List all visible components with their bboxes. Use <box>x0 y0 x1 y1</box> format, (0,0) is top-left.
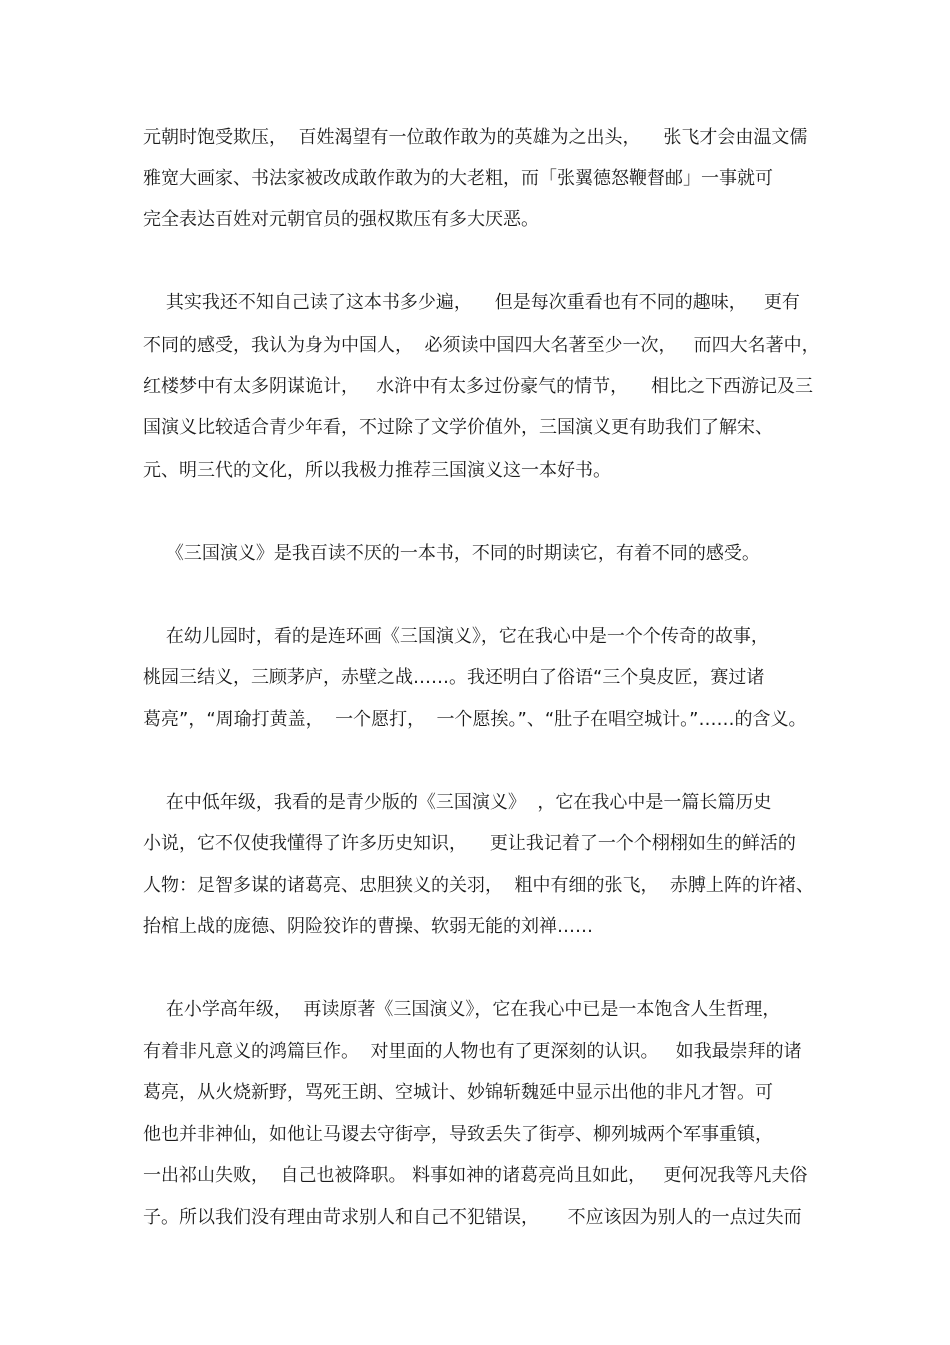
text-line: 其实我还不知自己读了这本书多少遍， 但是每次重看也有不同的趣味， 更有 <box>143 292 800 313</box>
text-line: 人物：足智多谋的诸葛亮、忠胆狭义的关羽， 粗中有细的张飞， 赤膊上阵的许褚、 <box>143 875 814 896</box>
text-line: 一出祁山失败， 自己也被降职。 料事如神的诸葛亮尚且如此， 更何况我等凡夫俗 <box>143 1165 808 1186</box>
text-line: 在幼儿园时，看的是连环画《三国演义》，它在我心中是一个个传奇的故事， <box>143 626 769 647</box>
text-line: 红楼梦中有太多阴谋诡计， 水浒中有太多过份豪气的情节， 相比之下西游记及三 <box>143 376 814 397</box>
text-line: 元、明三代的文化，所以我极力推荐三国演义这一本好书。 <box>143 460 611 481</box>
text-line: 在小学高年级， 再读原著《三国演义》，它在我心中已是一本饱含人生哲理， <box>143 999 781 1020</box>
text-line: 桃园三结义，三顾茅庐，赤壁之战……。我还明白了俗语“三个臭皮匠，赛过诸 <box>143 667 765 688</box>
text-line: 小说，它不仅使我懂得了许多历史知识， 更让我记着了一个个栩栩如生的鲜活的 <box>143 833 796 854</box>
text-line: 在中低年级，我看的是青少版的《三国演义》 ，它在我心中是一篇长篇历史 <box>143 792 772 813</box>
text-line: 不同的感受，我认为身为中国人， 必须读中国四大名著至少一次， 而四大名著中， <box>143 335 820 356</box>
text-line: 《三国演义》是我百读不厌的一本书，不同的时期读它，有着不同的感受。 <box>143 543 760 564</box>
text-line: 子。所以我们没有理由苛求别人和自己不犯错误， 不应该因为别人的一点过失而 <box>143 1207 802 1228</box>
text-line: 元朝时饱受欺压， 百姓渴望有一位敢作敢为的英雄为之出头， 张飞才会由温文儒 <box>143 127 808 148</box>
text-line: 国演义比较适合青少年看，不过除了文学价值外，三国演义更有助我们了解宋、 <box>143 417 773 438</box>
text-line: 有着非凡意义的鸿篇巨作。 对里面的人物也有了更深刻的认识。 如我最崇拜的诸 <box>143 1041 802 1062</box>
text-line: 他也并非神仙，如他让马谡去守街亭，导致丢失了街亭、柳列城两个军事重镇， <box>143 1124 773 1145</box>
text-line: 雅宽大画家、书法家被改成敢作敢为的大老粗，而「张翼德怒鞭督邮」一事就可 <box>143 168 773 189</box>
text-line: 完全表达百姓对元朝官员的强权欺压有多大厌恶。 <box>143 209 539 230</box>
text-line: 葛亮”，“周瑜打黄盖， 一个愿打， 一个愿挨。”、“肚子在唱空城计。”……的含义。 <box>143 709 807 730</box>
text-line: 葛亮，从火烧新野，骂死王朗、空城计、妙锦斩魏延中显示出他的非凡才智。可 <box>143 1082 773 1103</box>
text-line: 抬棺上战的庞德、阴险狡诈的曹操、软弱无能的刘禅…… <box>143 916 593 937</box>
